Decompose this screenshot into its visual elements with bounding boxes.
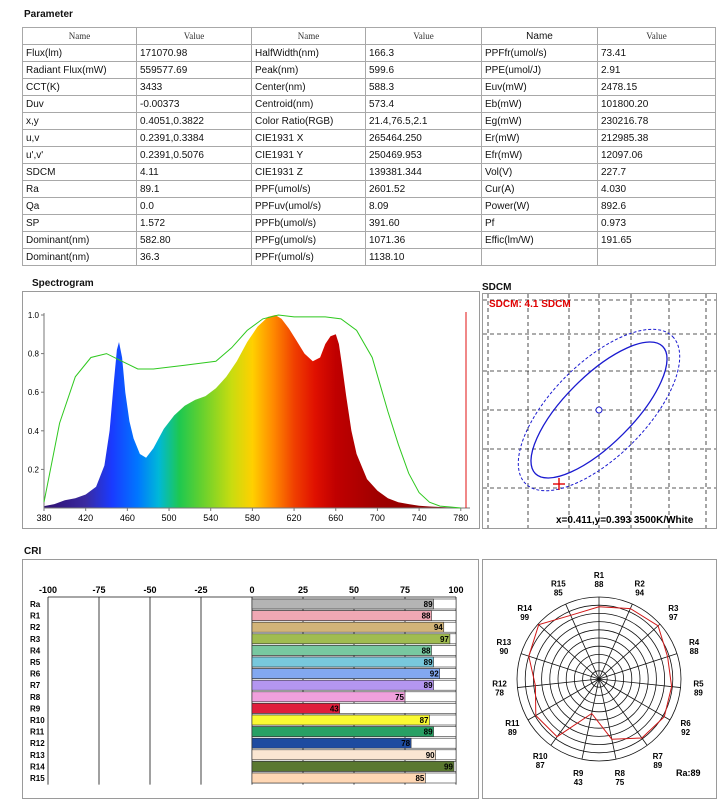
param-name-cell: SP — [23, 215, 137, 232]
cri-category-label: R8 — [30, 692, 41, 702]
polar-value-label: 43 — [573, 777, 583, 787]
cri-bar-value-label: 85 — [415, 774, 425, 783]
polar-value-label: 88 — [594, 580, 604, 589]
param-name-cell: Peak(nm) — [252, 62, 366, 79]
table-row — [23, 45, 716, 62]
param-header-value: Value — [366, 28, 482, 45]
cri-category-label: R2 — [30, 623, 41, 633]
param-value-cell: 36.3 — [137, 249, 252, 266]
cri-bar-r1 — [252, 611, 432, 621]
polar-spoke — [538, 624, 599, 679]
spectrogram-title: Spectrogram — [32, 278, 94, 289]
cri-bar-value-label: 87 — [419, 716, 429, 725]
param-name-cell: PPFg(umol/s) — [252, 232, 366, 249]
cri-bar-chart — [23, 560, 478, 798]
param-value-cell: 73.41 — [598, 45, 716, 62]
y-tick-label: 0.6 — [27, 388, 39, 398]
cri-category-label: R9 — [30, 704, 41, 714]
cri-category-label: R4 — [30, 646, 41, 656]
param-name-cell: PPFfr(umol/s) — [482, 45, 598, 62]
param-name-cell: Power(W) — [482, 198, 598, 215]
cri-bar-value-label: 94 — [433, 623, 443, 633]
polar-value-label: 92 — [681, 728, 691, 737]
param-value-cell: 227.7 — [598, 164, 716, 181]
sdcm-coordinate-readout: x=0.411,y=0.393 3500K/White — [556, 515, 694, 526]
y-tick-label: 1.0 — [27, 311, 39, 320]
param-value-cell: 573.4 — [366, 96, 482, 113]
cri-bar-value-label: 92 — [429, 669, 439, 679]
polar-category-label: R11 — [505, 719, 520, 728]
param-value-cell: 1.572 — [137, 215, 252, 232]
sdcm-chart — [483, 294, 716, 528]
polar-value-label: 89 — [693, 688, 703, 698]
spectrogram-panel — [22, 291, 480, 529]
param-value-cell: 21.4,76.5,2.1 — [366, 113, 482, 130]
cri-bar-value-label: 89 — [423, 600, 433, 609]
x-tick-label: 700 — [369, 513, 385, 523]
x-tick-label: 780 — [453, 513, 469, 523]
cri-bar-value-label: 75 — [395, 692, 404, 702]
polar-category-label: R7 — [652, 751, 663, 761]
polar-category-label: R1 — [593, 571, 605, 580]
param-name-cell: Center(nm) — [252, 79, 366, 96]
param-value-cell: 12097.06 — [598, 147, 716, 164]
param-header-name: Name — [482, 28, 598, 45]
cri-bar-value-label: 89 — [423, 681, 433, 691]
x-tick-label: 420 — [78, 513, 94, 523]
table-row — [23, 147, 716, 164]
cri-bar-value-label: 43 — [329, 704, 339, 714]
cri-bar-r9 — [252, 703, 340, 713]
param-value-cell: 0.0 — [137, 198, 252, 215]
polar-ra-label: Ra:89 — [676, 768, 701, 778]
cri-bar-value-label: 88 — [421, 611, 431, 621]
polar-value-label: 90 — [499, 647, 509, 657]
cri-bar-r3 — [252, 634, 450, 644]
parameter-table — [22, 27, 716, 266]
param-value-cell: 0.2391,0.5076 — [137, 147, 252, 164]
polar-category-label: R14 — [517, 604, 533, 614]
param-name-cell: CIE1931 Y — [252, 147, 366, 164]
param-value-cell: 139381.344 — [366, 164, 482, 181]
param-name-cell: Duv — [23, 96, 137, 113]
param-header-name: Name — [23, 28, 137, 45]
param-value-cell: 391.60 — [366, 215, 482, 232]
cri-bar-value-label: 78 — [401, 739, 411, 749]
cri-x-tick-label: -50 — [143, 585, 157, 595]
cri-x-tick-label: -100 — [38, 585, 58, 595]
param-name-cell: Radiant Flux(mW) — [23, 62, 137, 79]
param-value-cell: 101800.20 — [598, 96, 716, 113]
param-header-value: Value — [598, 28, 716, 45]
param-value-cell: 230216.78 — [598, 113, 716, 130]
polar-value-label: 78 — [495, 688, 505, 698]
cri-bar-value-label: 89 — [423, 658, 433, 667]
sdcm-panel — [482, 293, 717, 529]
param-value-cell: 0.973 — [598, 215, 716, 232]
x-tick-label: 540 — [203, 513, 219, 523]
cri-bar-r2 — [252, 622, 444, 632]
param-value-cell: 588.3 — [366, 79, 482, 96]
param-value-cell: -0.00373 — [137, 96, 252, 113]
polar-value-label: 85 — [553, 588, 563, 598]
polar-category-label: R15 — [550, 579, 566, 589]
polar-category-label: R3 — [668, 604, 679, 614]
param-name-cell: PPE(umol/J) — [482, 62, 598, 79]
table-row — [23, 215, 716, 232]
param-value-cell: 2478.15 — [598, 79, 716, 96]
param-name-cell: PPFuv(umol/s) — [252, 198, 366, 215]
table-row — [23, 130, 716, 147]
param-value-cell: 4.11 — [137, 164, 252, 181]
polar-category-label: R6 — [680, 719, 691, 728]
polar-value-label: 87 — [535, 760, 545, 770]
param-value-cell: 4.030 — [598, 181, 716, 198]
cri-category-label: Ra — [30, 600, 41, 609]
param-value-cell: 250469.953 — [366, 147, 482, 164]
x-tick-label: 500 — [161, 513, 177, 523]
polar-category-label: R2 — [634, 579, 645, 589]
param-value-cell: 0.2391,0.3384 — [137, 130, 252, 147]
cri-bar-value-label: 89 — [423, 727, 433, 737]
y-tick-label: 0.8 — [27, 349, 39, 359]
param-name-cell: Dominant(nm) — [23, 249, 137, 266]
parameter-title: Parameter — [24, 9, 73, 20]
param-value-cell: 599.6 — [366, 62, 482, 79]
cri-bar-r14 — [252, 761, 454, 771]
cri-category-label: R14 — [30, 762, 45, 772]
param-name-cell: PPFb(umol/s) — [252, 215, 366, 232]
cri-category-label: R13 — [30, 750, 45, 760]
param-value-cell: 191.65 — [598, 232, 716, 249]
cri-bar-value-label: 88 — [421, 646, 431, 656]
polar-category-label: R4 — [688, 638, 700, 648]
param-value-cell: 1071.36 — [366, 232, 482, 249]
cri-bar-value-label: 90 — [425, 750, 435, 760]
param-value-cell: 265464.250 — [366, 130, 482, 147]
cri-bar-r15 — [252, 773, 425, 783]
cri-x-tick-label: 75 — [399, 585, 411, 595]
table-row — [23, 113, 716, 130]
param-name-cell: Flux(lm) — [23, 45, 137, 62]
param-value-cell: 2601.52 — [366, 181, 482, 198]
cri-bar-panel — [22, 559, 479, 799]
parameter-header-row — [23, 28, 716, 45]
table-row — [23, 249, 716, 266]
param-value-cell: 559577.69 — [137, 62, 252, 79]
table-row — [23, 164, 716, 181]
cri-category-label: R6 — [30, 669, 41, 679]
polar-category-label: R9 — [573, 768, 584, 778]
cri-x-tick-label: -75 — [92, 585, 106, 595]
param-name-cell: SDCM — [23, 164, 137, 181]
param-name-cell: Qa — [23, 198, 137, 215]
cri-bar-r10 — [252, 715, 429, 725]
polar-category-label: R8 — [614, 768, 625, 778]
cri-x-tick-label: 50 — [348, 585, 360, 595]
param-name-cell: Euv(mW) — [482, 79, 598, 96]
param-name-cell: CIE1931 Z — [252, 164, 366, 181]
param-name-cell: Er(mW) — [482, 130, 598, 147]
table-row — [23, 181, 716, 198]
polar-value-label: 89 — [653, 760, 663, 770]
x-tick-label: 740 — [411, 513, 427, 523]
param-value-cell: 0.4051,0.3822 — [137, 113, 252, 130]
param-name-cell — [482, 249, 598, 266]
param-name-cell: HalfWidth(nm) — [252, 45, 366, 62]
polar-spoke — [599, 624, 660, 679]
cri-polar-panel — [482, 559, 717, 799]
param-value-cell: 89.1 — [137, 181, 252, 198]
table-row — [23, 198, 716, 215]
sdcm-center-point — [596, 407, 602, 413]
cri-category-label: R5 — [30, 658, 41, 667]
cri-category-label: R10 — [30, 716, 45, 725]
cri-category-label: R15 — [30, 774, 45, 783]
cri-bar-r6 — [252, 669, 440, 679]
cri-category-label: R12 — [30, 739, 45, 749]
cri-bar-value-label: 97 — [439, 634, 449, 644]
cri-category-label: R3 — [30, 634, 41, 644]
param-name-cell: CIE1931 X — [252, 130, 366, 147]
cri-x-tick-label: -25 — [194, 585, 208, 595]
cri-bar-r11 — [252, 727, 434, 737]
polar-value-label: 99 — [520, 613, 530, 623]
param-value-cell: 582.80 — [137, 232, 252, 249]
param-name-cell: PPF(umol/s) — [252, 181, 366, 198]
cri-bar-r13 — [252, 750, 436, 760]
polar-category-label: R10 — [532, 751, 548, 761]
y-tick-label: 0.2 — [27, 465, 39, 475]
cri-bar-r5 — [252, 657, 434, 667]
polar-value-label: 89 — [507, 728, 517, 737]
cri-bar-r4 — [252, 645, 432, 655]
param-name-cell: Eg(mW) — [482, 113, 598, 130]
param-value-cell: 212985.38 — [598, 130, 716, 147]
cri-bar-r7 — [252, 680, 434, 690]
param-value-cell: 166.3 — [366, 45, 482, 62]
cri-x-tick-label: 25 — [297, 585, 309, 595]
param-name-cell: u',v' — [23, 147, 137, 164]
param-name-cell: Efr(mW) — [482, 147, 598, 164]
param-name-cell: Centroid(nm) — [252, 96, 366, 113]
param-name-cell: Eb(mW) — [482, 96, 598, 113]
param-name-cell: u,v — [23, 130, 137, 147]
param-value-cell: 8.09 — [366, 198, 482, 215]
param-value-cell: 2.91 — [598, 62, 716, 79]
x-tick-label: 620 — [286, 513, 302, 523]
polar-value-label: 94 — [635, 588, 645, 598]
x-tick-label: 380 — [36, 513, 52, 523]
x-tick-label: 580 — [244, 513, 260, 523]
y-tick-label: 0.4 — [27, 426, 39, 436]
param-value-cell: 171070.98 — [137, 45, 252, 62]
table-row — [23, 62, 716, 79]
polar-category-label: R5 — [693, 679, 704, 689]
cri-category-label: R11 — [30, 727, 45, 737]
polar-value-label: 75 — [615, 777, 625, 787]
polar-value-label: 97 — [668, 613, 678, 623]
param-value-cell: 892.6 — [598, 198, 716, 215]
param-header-value: Value — [137, 28, 252, 45]
param-name-cell: Ra — [23, 181, 137, 198]
param-name-cell: Pf — [482, 215, 598, 232]
param-header-name: Name — [252, 28, 366, 45]
param-name-cell: Effic(lm/W) — [482, 232, 598, 249]
sdcm-value-label: SDCM: 4.1 SDCM — [489, 299, 571, 310]
cri-x-tick-label: 0 — [249, 585, 255, 595]
polar-category-label: R12 — [492, 679, 507, 689]
table-row — [23, 232, 716, 249]
param-name-cell: Dominant(nm) — [23, 232, 137, 249]
spectrum-area — [44, 315, 466, 508]
param-value-cell: 3433 — [137, 79, 252, 96]
spectrogram-chart — [23, 292, 479, 528]
polar-category-label: R13 — [496, 638, 512, 648]
table-row — [23, 79, 716, 96]
param-name-cell: Vol(V) — [482, 164, 598, 181]
param-name-cell: x,y — [23, 113, 137, 130]
param-name-cell: Cur(A) — [482, 181, 598, 198]
cri-bar-r12 — [252, 738, 411, 748]
param-name-cell: Color Ratio(RGB) — [252, 113, 366, 130]
cri-bar-r8 — [252, 692, 405, 702]
cri-x-tick-label: 100 — [448, 585, 464, 595]
polar-value-label: 88 — [689, 647, 699, 657]
x-tick-label: 460 — [119, 513, 135, 523]
cri-category-label: R1 — [30, 611, 41, 621]
cri-title: CRI — [24, 546, 42, 557]
param-value-cell — [598, 249, 716, 266]
param-name-cell: CCT(K) — [23, 79, 137, 96]
cri-bar-ra — [252, 599, 434, 609]
cri-polar-chart — [483, 560, 716, 798]
param-value-cell: 1138.10 — [366, 249, 482, 266]
sdcm-title: SDCM — [482, 282, 512, 293]
param-name-cell: PPFr(umol/s) — [252, 249, 366, 266]
table-row — [23, 96, 716, 113]
x-tick-label: 660 — [328, 513, 344, 523]
cri-bar-value-label: 99 — [444, 762, 453, 772]
cri-category-label: R7 — [30, 681, 41, 691]
